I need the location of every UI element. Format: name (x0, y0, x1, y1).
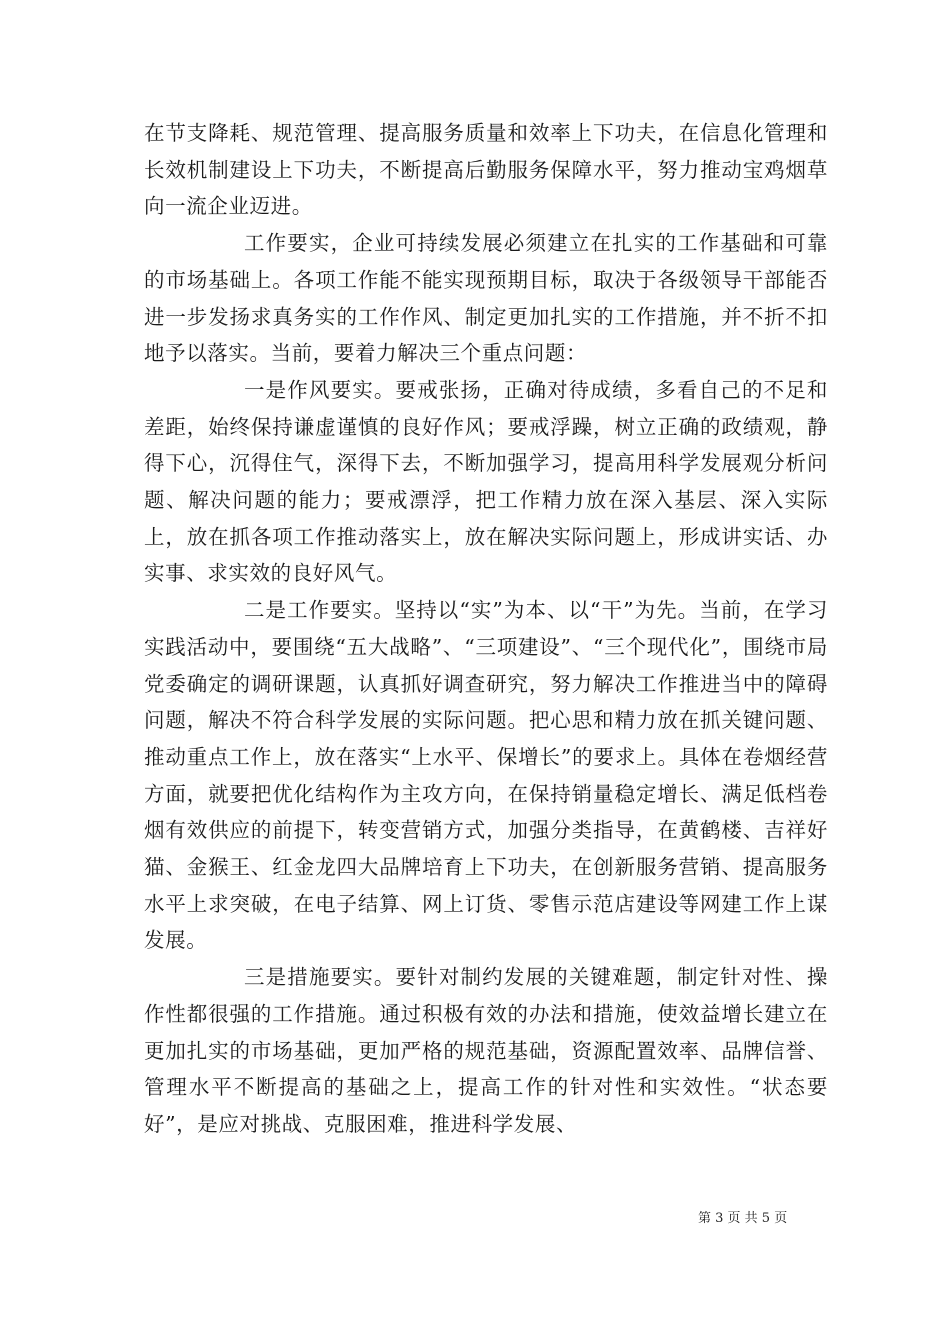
paragraph-4: 二是工作要实。坚持以“实”为本、以“干”为先。当前，在学习实践活动中，要围绕“五大战略”、“三项建设”、“三个现代化”，围绕市局党委确定的调研课题，认真抓好调查研究，努力解决工作推进当中的障碍问题，解决不符合科学发展的实际问题。把心思和精力放在抓关键问题、推动重点工作上，放在落实“上水平、保增长”的要求上。具体在卷烟经营方面，就要把优化结构作为主攻方向，在保持销量稳定增长、满足低档卷烟有效供应的前提下，转变营销方式，加强分类指导，在黄鹤楼、吉祥好猫、金猴王、红金龙四大品牌培育上下功夫，在创新服务营销、提高服务水平上求突破，在电子结算、网上订货、零售示范店建设等网建工作上谋发展。 (144, 598, 828, 953)
paragraph-5: 三是措施要实。要针对制约发展的关键难题，制定针对性、操作性都很强的工作措施。通过积极有效的办法和措施，使效益增长建立在更加扎实的市场基础，更加严格的规范基础，资源配置效率、品牌信誉、管理水平不断提高的基础之上，提高工作的针对性和实效性。“状态要好”，是应对挑战、克服困难，推进科学发展、 (144, 965, 828, 1136)
paragraph-1: 在节支降耗、规范管理、提高服务质量和效率上下功夫，在信息化管理和长效机制建设上下功夫，不断提高后勤服务保障水平，努力推动宝鸡烟草向一流企业迈进。 (144, 121, 828, 219)
page-number-footer: 第 3 页 共 5 页 (698, 1211, 788, 1226)
paragraph-2: 工作要实，企业可持续发展必须建立在扎实的工作基础和可靠的市场基础上。各项工作能不能实现预期目标，取决于各级领导干部能否进一步发扬求真务实的工作作风、制定更加扎实的工作措施，并不折不扣地予以落实。当前，要着力解决三个重点问题： (144, 231, 828, 366)
document-body (144, 115, 828, 1143)
paragraph-3: 一是作风要实。要戒张扬，正确对待成绩，多看自己的不足和差距，始终保持谦虚谨慎的良好作风；要戒浮躁，树立正确的政绩观，静得下心，沉得住气，深得下去，不断加强学习，提高用科学发展观分析问题、解决问题的能力；要戒漂浮，把工作精力放在深入基层、深入实际上，放在抓各项工作推动落实上，放在解决实际问题上，形成讲实话、办实事、求实效的良好风气。 (144, 377, 828, 586)
